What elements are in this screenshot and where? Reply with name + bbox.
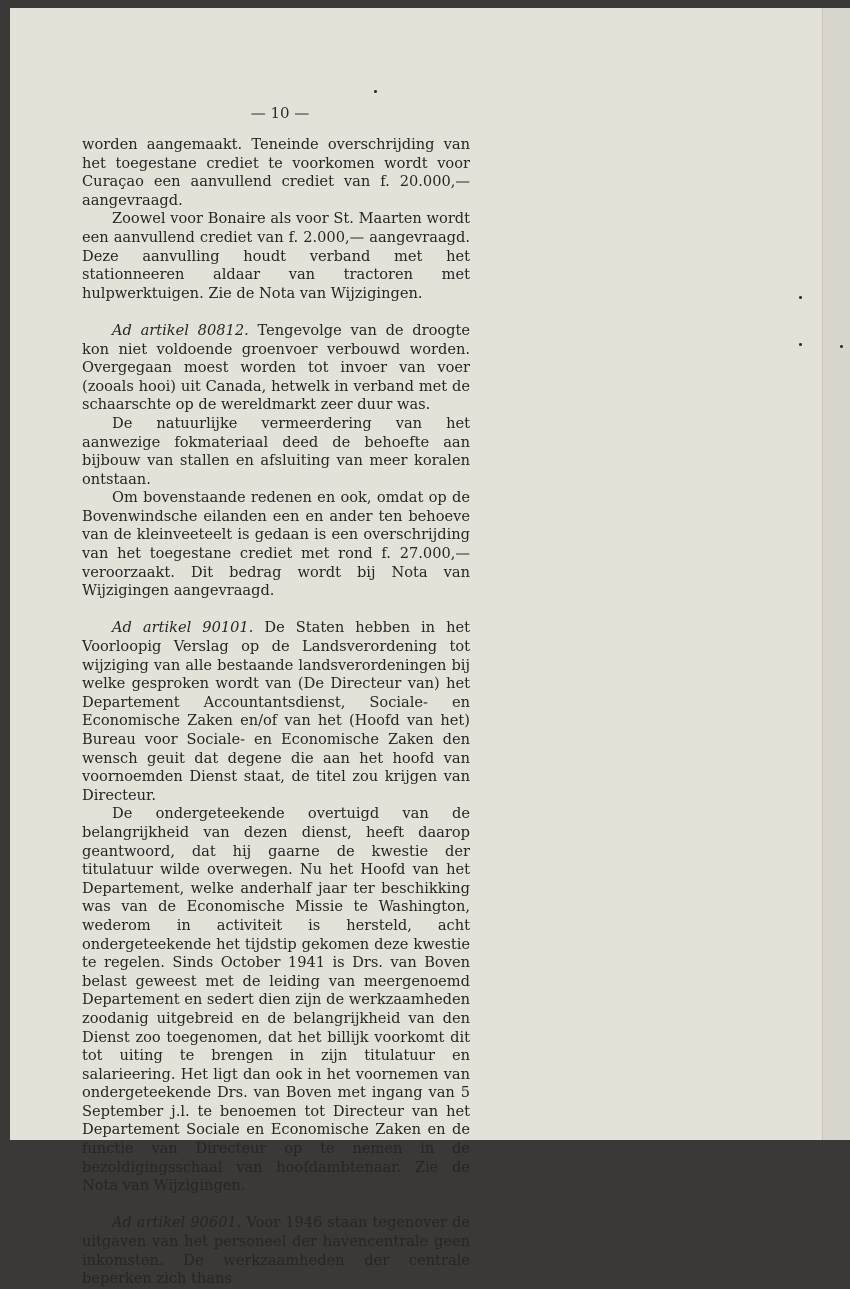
speck-mark bbox=[374, 90, 377, 93]
paragraph bbox=[82, 136, 470, 210]
paragraph bbox=[82, 805, 470, 1195]
article-label: Ad artikel 90101. bbox=[112, 619, 254, 637]
speck-mark bbox=[840, 345, 843, 348]
article-label: Ad artikel 90601. bbox=[112, 1214, 242, 1232]
body-text bbox=[82, 136, 470, 1289]
speck-mark bbox=[799, 296, 802, 299]
page-number: — 10 — bbox=[250, 104, 310, 122]
paragraph bbox=[82, 489, 470, 601]
paragraph bbox=[82, 415, 470, 489]
paragraph-text: De Staten hebben in het Voorloopig Verslag op de Landsverordening tot wijziging van alle bestaande landsverordeningen bij welke gesproken wordt van (De Directeur van) het Departement Accountantsdienst, Sociale- en Economische Zaken en/of van het (Hoofd van het) Bureau voor Sociale- en Economische Zaken den wensch geuit dat degene die aan het hoofd van voornoemden Dienst staat, de titel zou krijgen van Directeur. bbox=[82, 619, 471, 804]
paragraph-text: De natuurlijke vermeerdering van het aanwezige fokmateriaal deed de behoefte aan bijbouw van stallen en afsluiting van meer koralen ontstaan. bbox=[82, 414, 470, 488]
paragraph bbox=[82, 322, 470, 415]
next-page-edge bbox=[822, 8, 850, 1140]
paragraph-text: Voor 1946 staan tegenover de uitgaven van het personeel der havencentrale geen inkomsten. De werkzaamheden der centrale beperken zich thans bbox=[82, 1214, 470, 1288]
paragraph-text: De ondergeteekende overtuigd van de belangrijkheid van dezen dienst, heeft daarop geantwoord, dat hij gaarne de kwestie der titulatuur wilde overwegen. Nu het Hoofd van het Departement, welke anderhalf jaar ter beschikking was van de Economische Missie te Washington, wederom in activiteit is hersteld, acht ondergeteekende het tijdstip gekomen deze kwestie te regelen. Sinds October 1941 is Drs. van Boven belast geweest met de leiding van meergenoemd Departement en sedert dien zijn de werkzaamheden zoodanig uitgebreid en de belangrijkheid van den Dienst zoo toegenomen, dat het billijk voorkomt dit tot uiting te brengen in zijn titulatuur en salarieering. Het ligt dan ook in het voornemen van ondergeteekende Drs. van Boven met ingang van 5 September j.l. te benoemen tot Directeur van het Departement Sociale en Economische Zaken en de functie van Directeur op te nemen in de bezoldigingsschaal van hoofdambtenaar. Zie de Nota van Wijzigingen. bbox=[82, 805, 471, 1195]
paragraph-text: worden aangemaakt. Teneinde overschrijding van het toegestane crediet te voorkomen wordt voor Curaçao een aanvullend crediet van f. 20.000,— aangevraagd. bbox=[82, 136, 470, 209]
paragraph bbox=[82, 210, 470, 303]
document-page bbox=[10, 8, 830, 1288]
article-label: Ad artikel 80812. bbox=[112, 321, 249, 339]
paragraph-text: Om bovenstaande redenen en ook, omdat op de Bovenwindsche eilanden een en ander ten behoeve van de kleinveeteelt is gedaan is een overschrijding van het toegestane crediet met rond f. 27.000,— veroorzaakt. Dit bedrag wordt bij Nota van Wijzigingen aangevraagd. bbox=[82, 489, 470, 600]
paragraph bbox=[82, 619, 470, 805]
paragraph-text: Zoowel voor Bonaire als voor St. Maarten wordt een aanvullend crediet van f. 2.000,— aangevraagd. Deze aanvulling houdt verband met het stationneeren aldaar van tractoren met hulpwerktuigen. Zie de Nota van Wijzigingen. bbox=[82, 210, 470, 302]
speck-mark bbox=[799, 343, 802, 346]
paragraph bbox=[82, 1214, 470, 1288]
paragraph-text: Tengevolge van de droogte kon niet voldoende groenvoer verbouwd worden. Overgegaan moest worden tot invoer van voer (zooals hooi) uit Canada, hetwelk in verband met de schaarschte op de wereldmarkt zeer duur was. bbox=[82, 321, 470, 414]
